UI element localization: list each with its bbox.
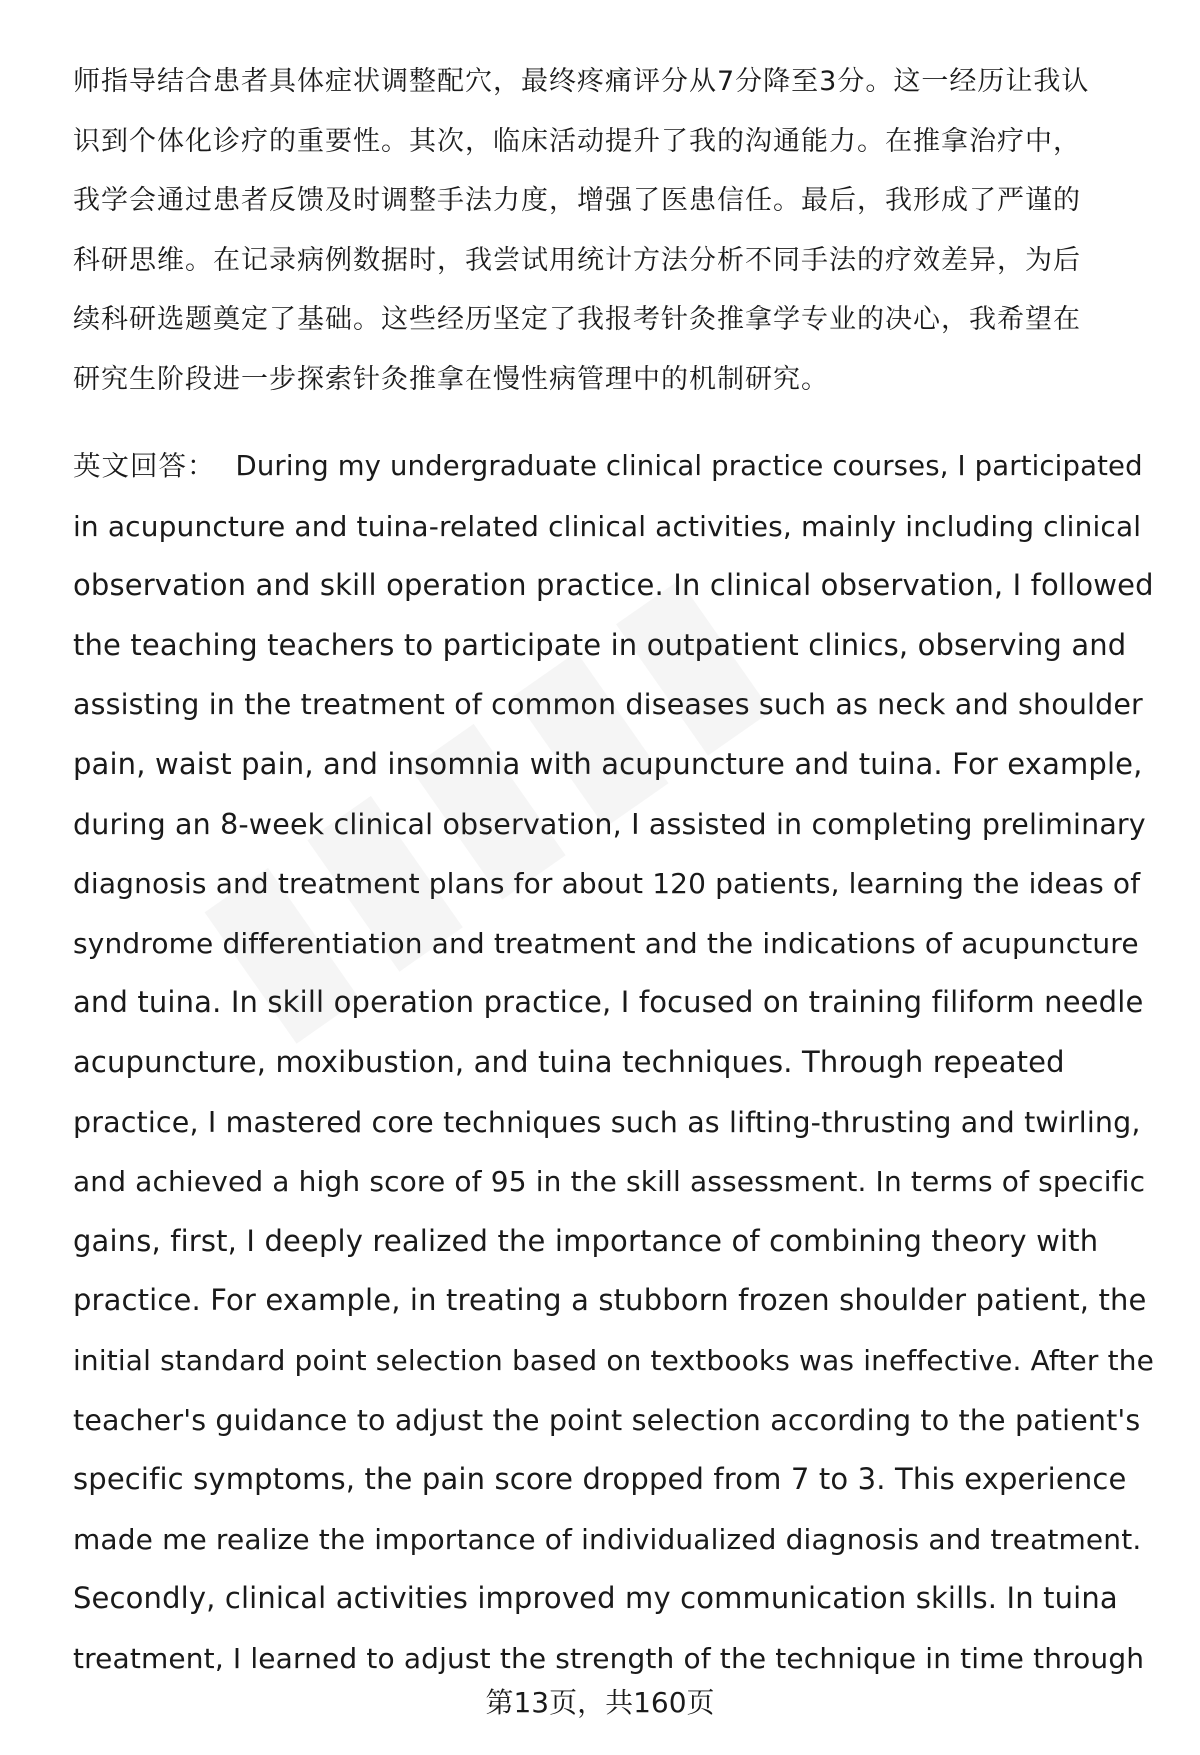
en-line: syndrome differentiation and treatment and the indications of acupuncture <box>73 926 1139 960</box>
en-line: made me realize the importance of individualized diagnosis and treatment. <box>73 1522 1142 1556</box>
en-line: assisting in the treatment of common diseases such as neck and shoulder <box>73 688 1143 722</box>
en-first-line <box>73 437 1155 497</box>
en-line: practice. For example, in treating a stubborn frozen shoulder patient, the <box>73 1283 1147 1318</box>
en-line: diagnosis and treatment plans for about 120 patients, learning the ideas of <box>73 867 1141 901</box>
en-line: and achieved a high score of 95 in the skill assessment. In terms of specific <box>73 1165 1146 1199</box>
en-line: acupuncture, moxibustion, and tuina techniques. Through repeated <box>73 1044 1065 1079</box>
en-line: during an 8-week clinical observation, I assisted in completing preliminary <box>73 807 1146 841</box>
english-answer-label: 英文回答： <box>73 450 216 482</box>
en-line: observation and skill operation practice. In clinical observation, I followed <box>73 568 1154 603</box>
cn-line: 师指导结合患者具体症状调整配穴，最终疼痛评分从7分降至3分。这一经历让我认 <box>73 66 1090 97</box>
en-line: practice, I mastered core techniques such as lifting-thrusting and twirling, <box>73 1105 1141 1139</box>
en-line: pain, waist pain, and insomnia with acupuncture and tuina. For example, <box>73 746 1143 781</box>
en-line: treatment, I learned to adjust the strength of the technique in time through <box>73 1641 1145 1675</box>
en-line: and tuina. In skill operation practice, I focused on training filiform needle <box>73 985 1144 1020</box>
en-line: gains, first, I deeply realized the importance of combining theory with <box>73 1223 1099 1258</box>
en-line: Secondly, clinical activities improved my communication skills. In tuina <box>73 1581 1118 1616</box>
page-number-footer: 第13页，共160页 <box>485 1686 715 1719</box>
en-line-text: During my undergraduate clinical practice courses, I participated <box>235 450 1143 482</box>
en-line: initial standard point selection based on textbooks was ineffective. After the <box>73 1343 1155 1377</box>
cn-line: 科研思维。在记录病例数据时，我尝试用统计方法分析不同手法的疗效差异，为后 <box>73 244 1081 276</box>
cn-line: 识到个体化诊疗的重要性。其次，临床活动提升了我的沟通能力。在推拿治疗中， <box>73 125 1081 157</box>
cn-line: 我学会通过患者反馈及时调整手法力度，增强了医患信任。最后，我形成了严谨的 <box>73 185 1081 216</box>
en-line: the teaching teachers to participate in outpatient clinics, observing and <box>73 627 1127 662</box>
en-line: specific symptoms, the pain score dropped from 7 to 3. This experience <box>73 1462 1127 1497</box>
chinese-paragraph <box>73 52 1155 409</box>
cn-line: 研究生阶段进一步探索针灸推拿在慢性病管理中的机制研究。 <box>73 363 829 395</box>
en-line: teacher's guidance to adjust the point selection according to the patient's <box>73 1403 1141 1437</box>
cn-line: 续科研选题奠定了基础。这些经历坚定了我报考针灸推拿学专业的决心，我希望在 <box>73 304 1081 335</box>
english-answer-paragraph <box>73 437 1155 1688</box>
en-line: in acupuncture and tuina-related clinical activities, mainly including clinical <box>73 509 1142 543</box>
